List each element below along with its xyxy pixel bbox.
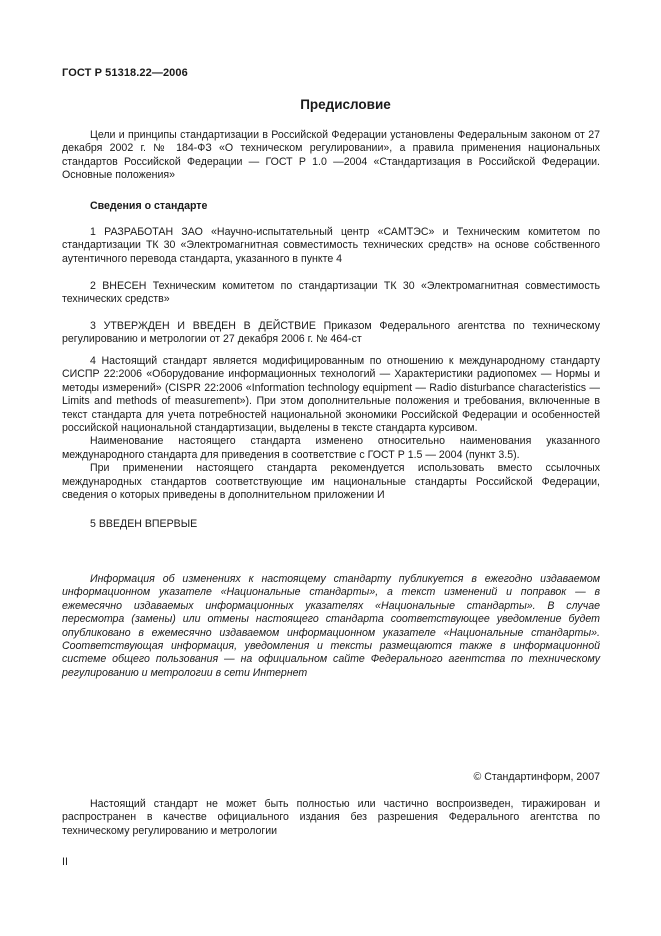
item-2-paragraph: 2 ВНЕСЕН Техническим комитетом по стандартизации ТК 30 «Электромагнитная совместимость технических средств» bbox=[62, 280, 600, 306]
item-5-paragraph: 5 ВВЕДЕН ВПЕРВЫЕ bbox=[90, 518, 198, 530]
info-heading: Сведения о стандарте bbox=[90, 200, 208, 212]
item-1-section bbox=[62, 226, 600, 266]
item-2-section bbox=[62, 280, 600, 307]
item-3-section bbox=[62, 320, 600, 347]
item-5-section bbox=[62, 518, 600, 531]
item-4-name-paragraph: Наименование настоящего стандарта изменено относительно наименования указанного международного стандарта для приведения в соответствие с ГОСТ Р 1.5 — 2004 (пункт 3.5). bbox=[62, 435, 600, 461]
reproduction-notice-section bbox=[62, 798, 600, 838]
item-4-references-paragraph: При применении настоящего стандарта рекомендуется использовать вместо ссылочных международных стандартов соответствующие им национальные стандарты Российской Федерации, сведения о которых приведены в дополнительном приложении И bbox=[62, 462, 600, 502]
item-3-paragraph: 3 УТВЕРЖДЕН И ВВЕДЕН В ДЕЙСТВИЕ Приказом Федерального агентства по техническому регулированию и метрологии от 27 декабря 2006 г. № 464-ст bbox=[62, 320, 600, 346]
page-number: II bbox=[62, 856, 68, 868]
copyright-text: © Стандартинформ, 2007 bbox=[473, 771, 600, 783]
intro-paragraph: Цели и принципы стандартизации в Российской Федерации установлены Федеральным законом от 27 декабря 2002 г. № 184-ФЗ «О техническом регулировании», а правила применения национальных стандартов Российской Федерации — ГОСТ Р 1.0 —2004 «Стандартизация в Российской Федерации. Основные положения» bbox=[62, 129, 600, 182]
item-1-paragraph: 1 РАЗРАБОТАН ЗАО «Научно-испытательный центр «САМТЭС» и Техническим комитетом по стандартизации ТК 30 «Электромагнитная совместимость технических средств» на основе собственного аутентичного перевода стандарта, указанного в пункте 4 bbox=[62, 226, 600, 265]
changes-notice-section bbox=[62, 573, 600, 680]
info-heading-section bbox=[62, 200, 600, 213]
page-title: Предисловие bbox=[300, 97, 391, 112]
item-4-section bbox=[62, 355, 600, 502]
item-4-paragraph: 4 Настоящий стандарт является модифицированным по отношению к международному стандарту СИСПР 22:2006 «Оборудование информационных технологий — Характеристики радиопомех — Нормы и методы измерений» (CISPR 22:2006 «Information technology equipment — Radio disturbance characteristics — Limits and methods of measurement»). При этом дополнительные положения и требования, включенные в текст стандарта для учета потребностей национальной экономики Российской Федерации и особенностей российской национальной стандартизации, выделены в тексте стандарта курсивом. bbox=[62, 355, 600, 435]
intro-section bbox=[62, 129, 600, 183]
document-code: ГОСТ Р 51318.22—2006 bbox=[62, 67, 188, 79]
changes-notice-paragraph: Информация об изменениях к настоящему стандарту публикуется в ежегодно издаваемом информационном указателе «Национальные стандарты», а текст изменений и поправок — в ежемесячно издаваемых информационных указателях «Национальные стандарты». В случае пересмотра (замены) или отмены настоящего стандарта соответствующее уведомление будет опубликовано в ежемесячно издаваемом информационном указателе «Национальные стандарты». Соответствующая информация, уведомления и тексты размещаются также в информационной системе общего пользования — на официальном сайте Федерального агентства по техническому регулированию и метрологии в сети Интернет bbox=[62, 573, 600, 679]
copyright-section bbox=[62, 771, 600, 784]
reproduction-notice-paragraph: Настоящий стандарт не может быть полностью или частично воспроизведен, тиражирован и распространен в качестве официального издания без разрешения Федерального агентства по техническому регулированию и метрологии bbox=[62, 798, 600, 837]
